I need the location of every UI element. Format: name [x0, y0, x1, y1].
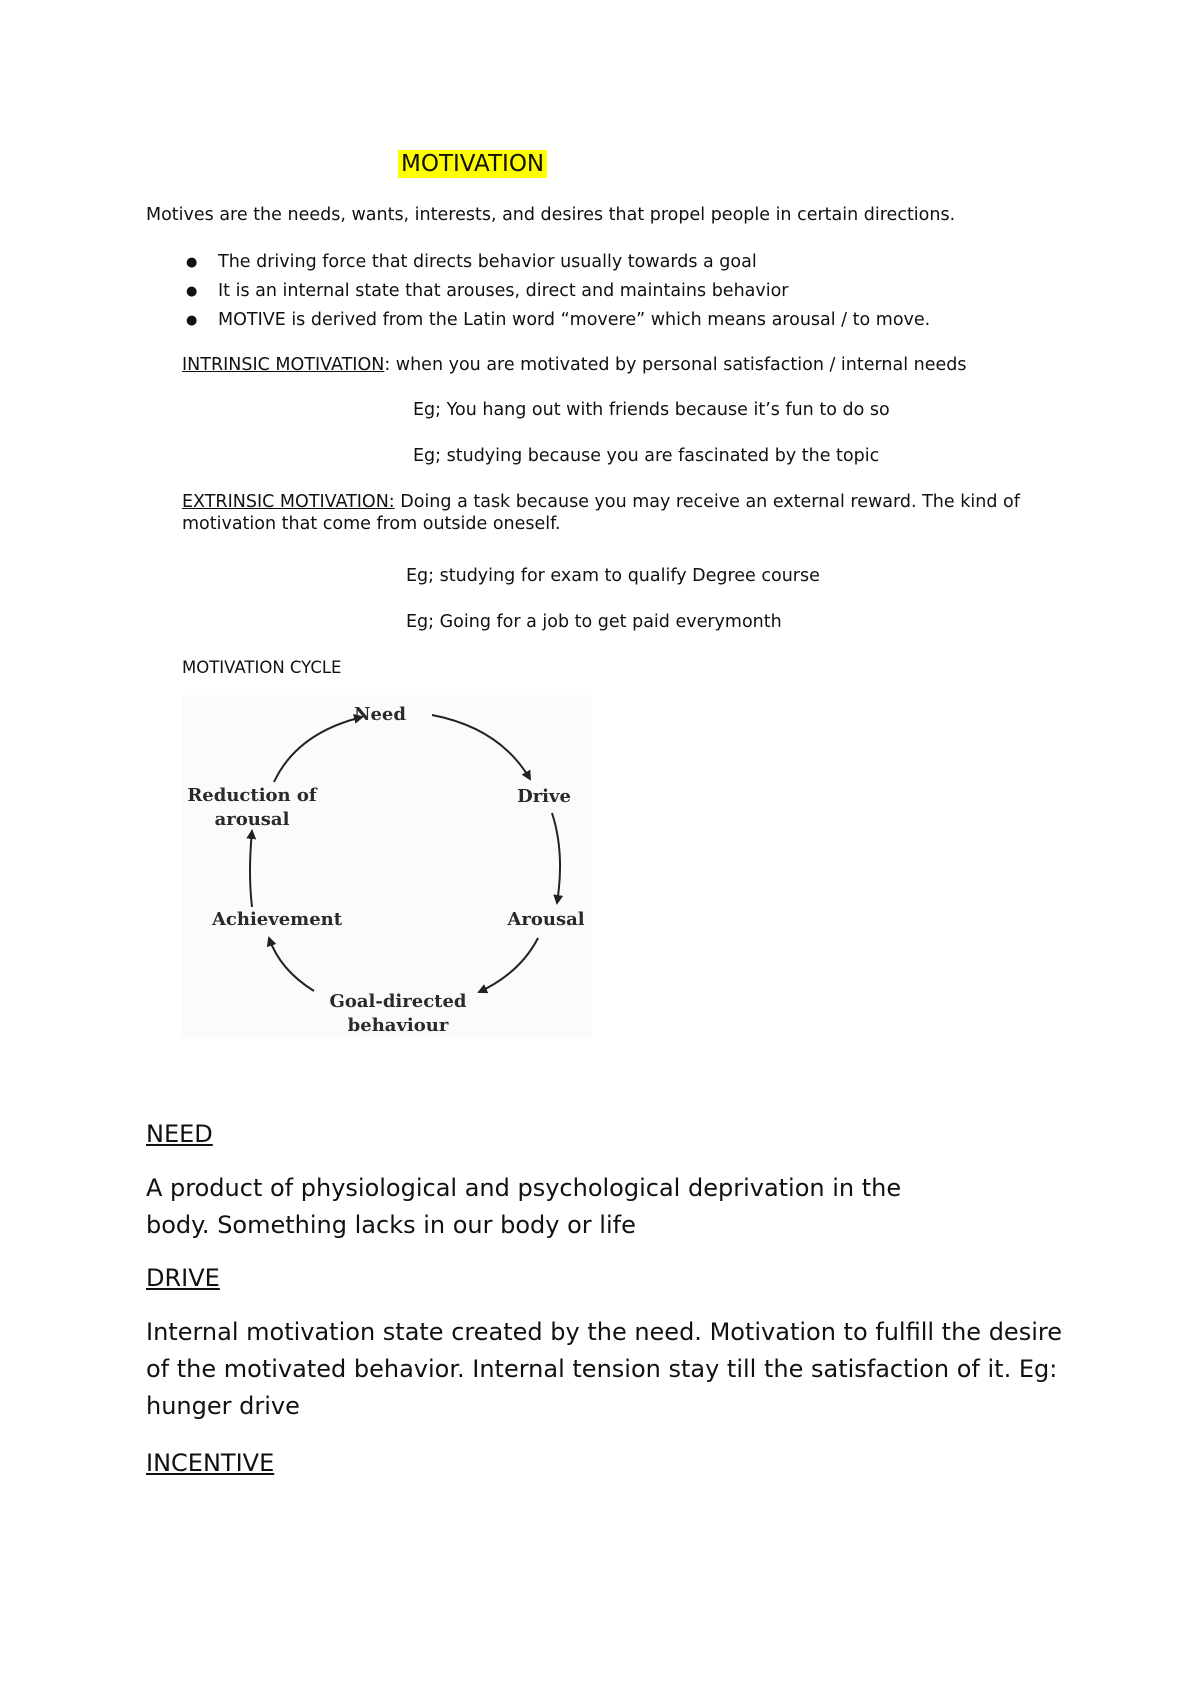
extrinsic-example: Eg; studying for exam to qualify Degree course	[406, 566, 820, 586]
section-heading-drive: DRIVE	[146, 1264, 220, 1292]
cycle-heading: MOTIVATION CYCLE	[182, 658, 342, 677]
cycle-label-goal-line1: Goal-directed	[329, 991, 467, 1012]
bullet-dot: ●	[186, 255, 198, 270]
intrinsic-definition	[182, 354, 967, 376]
intrinsic-example: Eg; You hang out with friends because it’s fun to do so	[413, 400, 890, 420]
cycle-label-need: Need	[354, 704, 406, 725]
extrinsic-text: Doing a task because you may receive an external reward. The kind of motivation that come from outside oneself.	[182, 492, 1020, 534]
section-heading-incentive: INCENTIVE	[146, 1449, 275, 1477]
section-body-drive: Internal motivation state created by the need. Motivation to fulfill the desire of the motivated behavior. Internal tension stay till the satisfaction of it. Eg: hunger drive	[146, 1318, 1062, 1420]
intrinsic-example: Eg; studying because you are fascinated by the topic	[413, 446, 880, 466]
cycle-label-arousal: Arousal	[507, 909, 585, 930]
intrinsic-text: : when you are motivated by personal satisfaction / internal needs	[384, 355, 967, 375]
list-item: The driving force that directs behavior usually towards a goal	[218, 252, 757, 272]
extrinsic-definition	[182, 491, 1062, 535]
intro-paragraph: Motives are the needs, wants, interests, and desires that propel people in certain directions.	[146, 205, 956, 225]
list-item: MOTIVE is derived from the Latin word “movere” which means arousal / to move.	[218, 310, 931, 330]
page-title: MOTIVATION	[398, 150, 547, 178]
bullet-dot: ●	[186, 313, 198, 328]
cycle-label-reduction-line2: arousal	[214, 809, 290, 830]
cycle-label-reduction-line1: Reduction of	[187, 785, 317, 806]
section-body-need: A product of physiological and psychological deprivation in the body. Something lacks in our body or life	[146, 1174, 902, 1239]
section-heading-need: NEED	[146, 1120, 213, 1148]
extrinsic-label: EXTRINSIC MOTIVATION:	[182, 492, 395, 512]
intrinsic-label: INTRINSIC MOTIVATION	[182, 355, 385, 375]
extrinsic-example: Eg; Going for a job to get paid everymonth	[406, 612, 782, 632]
cycle-label-goal-line2: behaviour	[347, 1015, 449, 1036]
motivation-cycle-diagram	[182, 695, 592, 1037]
bullet-dot: ●	[186, 284, 198, 299]
cycle-label-achievement: Achievement	[211, 909, 343, 930]
list-item: It is an internal state that arouses, direct and maintains behavior	[218, 281, 789, 301]
diagram-background	[182, 695, 592, 1037]
cycle-label-drive: Drive	[517, 786, 571, 807]
